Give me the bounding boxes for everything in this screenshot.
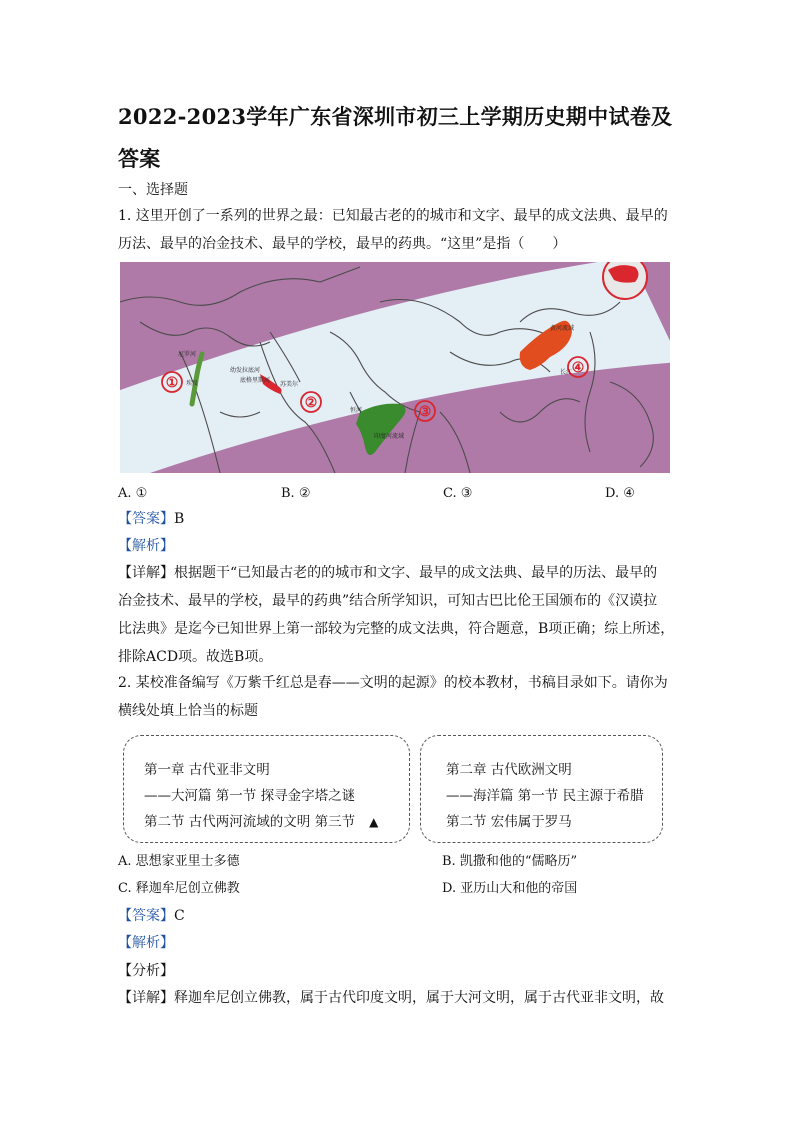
q2-option-a[interactable]: A. 思想家亚里士多德 <box>118 854 240 869</box>
triangle-blank-marker: ▲ <box>369 815 379 829</box>
q2-answer-row <box>118 906 185 926</box>
q2-left-line1: 第一章 古代亚非文明 <box>144 762 270 778</box>
q1-detail-text1: 根据题干“已知最古老的的城市和文字、最早的成文法典、最早的历法、最早的 <box>174 565 658 581</box>
q1-answer-value: B <box>174 511 185 527</box>
label-egypt: 埃及 <box>186 380 199 387</box>
q2-left-line3-text: 第二节 古代两河流域的文明 第三节 <box>144 814 356 830</box>
q1-analysis-tag: 【解析】 <box>118 538 174 554</box>
q1-option-b[interactable]: B. ② <box>281 486 311 501</box>
q1-detail-line3: 比法典》是迄今已知世界上第一部较为完整的成文法典，符合题意，B项正确；综上所述， <box>118 621 675 637</box>
label-nile: 尼罗河 <box>178 351 197 358</box>
q2-option-c[interactable]: C. 释迦牟尼创立佛教 <box>118 881 240 896</box>
q1-detail-line4: 排除ACD项。故选B项。 <box>118 649 273 665</box>
label-yangtze: 长江 <box>560 369 573 376</box>
label-ganges: 恒河 <box>350 407 363 414</box>
marker-2: ② <box>304 394 318 410</box>
label-yellow-river: 黄河流域 <box>550 325 575 332</box>
q2-right-line1: 第二章 古代欧洲文明 <box>446 762 572 778</box>
q2-detail-tag: 【详解】 <box>118 990 174 1006</box>
q1-answer-row <box>118 509 184 529</box>
marker-1: ① <box>165 374 179 390</box>
q1-option-d[interactable]: D. ④ <box>605 486 635 501</box>
q2-right-line2: ——海洋篇 第一节 民主源于希腊 <box>446 788 644 804</box>
page-title: 2022-2023学年广东省深圳市初三上学期历史期中试卷及答案 <box>118 104 673 171</box>
label-tigris: 底格里斯河 <box>240 377 271 384</box>
q2-left-line3 <box>144 812 378 832</box>
q1-stem-line1: 1. 这里开创了一系列的世界之最：已知最古老的的城市和文字、最早的成文法典、最早的 <box>118 208 668 224</box>
q2-stem-line2: 横线处填上恰当的标题 <box>118 703 258 719</box>
q1-option-a[interactable]: A. ① <box>118 486 148 501</box>
q1-detail-line1 <box>118 563 657 583</box>
label-sumer: 苏美尔 <box>280 381 299 388</box>
label-indus-valley: 印度河流域 <box>374 433 405 440</box>
q2-fenxi-tag: 【分析】 <box>118 963 174 979</box>
q2-right-line3: 第二节 宏伟属于罗马 <box>446 814 572 830</box>
marker-4: ④ <box>571 359 585 375</box>
q2-option-b[interactable]: B. 凯撒和他的“儒略历” <box>442 854 578 869</box>
section-heading: 一、选择题 <box>118 182 188 198</box>
q2-answer-tag: 【答案】 <box>118 908 174 924</box>
q1-stem-line2: 历法、最早的冶金技术、最早的学校，最早的药典。“这里”是指（ ） <box>118 236 567 252</box>
q1-answer-tag: 【答案】 <box>118 511 174 527</box>
q2-analysis-tag: 【解析】 <box>118 935 174 951</box>
q2-detail-line1 <box>118 988 664 1008</box>
q1-option-c[interactable]: C. ③ <box>443 486 473 501</box>
q1-detail-tag: 【详解】 <box>118 565 174 581</box>
q2-left-line2: ——大河篇 第一节 探寻金字塔之谜 <box>144 788 356 804</box>
marker-3: ③ <box>418 403 432 419</box>
q2-detail-text1: 释迦牟尼创立佛教，属于古代印度文明，属于大河文明，属于古代亚非文明，故 <box>174 990 664 1006</box>
ancient-civilizations-map <box>120 262 670 473</box>
q2-option-d[interactable]: D. 亚历山大和他的帝国 <box>442 881 578 896</box>
label-euphrates: 幼发拉底河 <box>230 367 261 374</box>
q2-answer-value: C <box>174 908 185 924</box>
q2-stem-line1: 2. 某校准备编写《万紫千红总是春——文明的起源》的校本教材，书稿目录如下。请你为 <box>118 675 668 691</box>
q1-detail-line2: 冶金技术、最早的学校，最早的药典”结合所学知识，可知古巴比伦王国颁布的《汉谟拉 <box>118 593 658 609</box>
